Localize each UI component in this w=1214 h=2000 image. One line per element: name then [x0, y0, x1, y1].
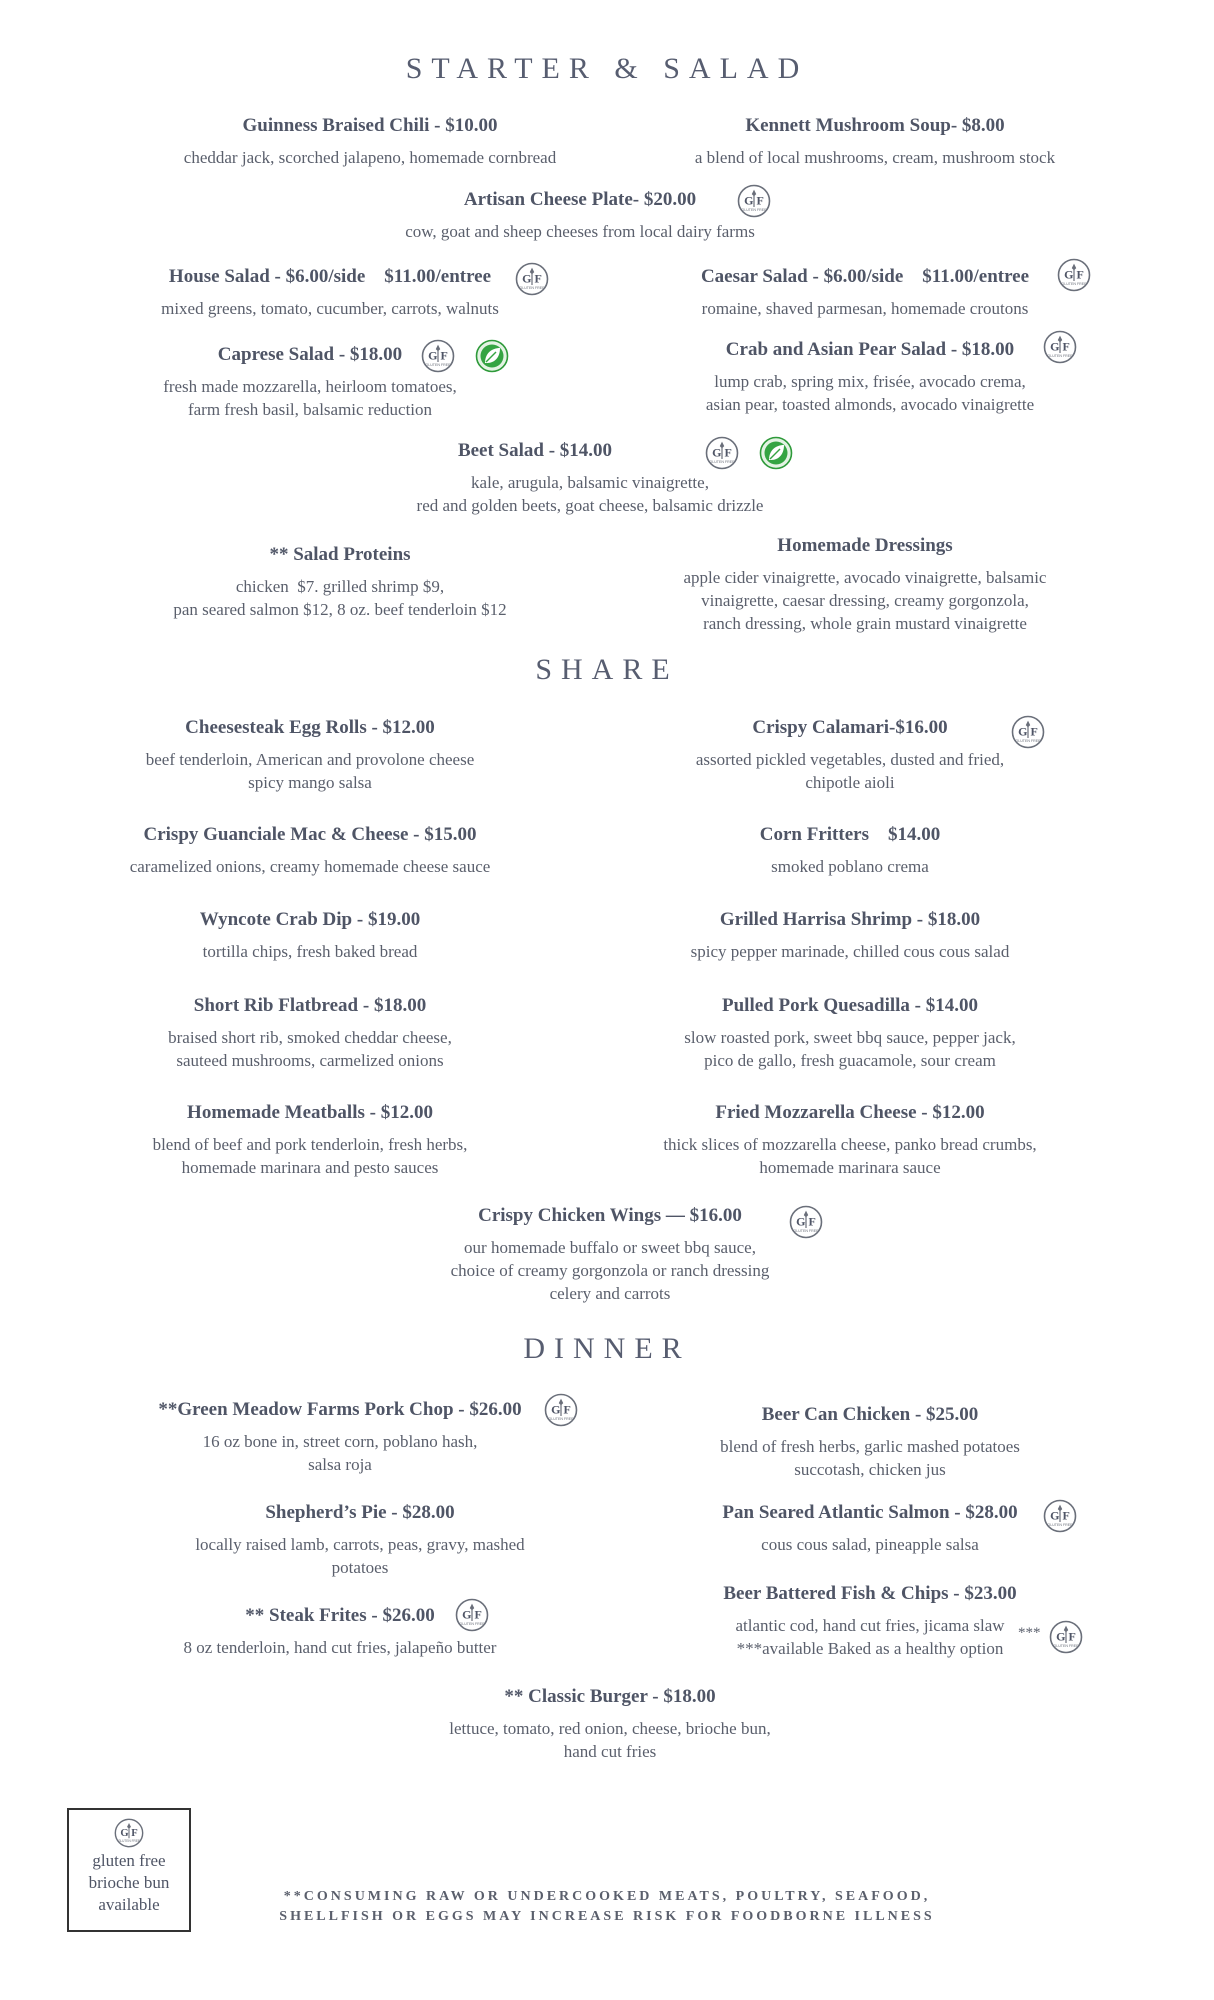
section-heading-dinner: DINNER	[523, 1332, 691, 1365]
gf-box-line: brioche bun	[88, 1873, 170, 1892]
item-name: Pulled Pork Quesadilla - $14.00	[722, 995, 978, 1016]
item-description: a blend of local mushrooms, cream, mushroom stock	[694, 148, 1056, 167]
item-description: lettuce, tomato, red onion, cheese, brioche bun, hand cut fries	[449, 1719, 771, 1761]
item-name: ** Classic Burger - $18.00	[504, 1686, 716, 1707]
section-heading-starter: STARTER & SALAD	[405, 52, 809, 85]
menu-item-wyncote-crab-dip	[100, 907, 520, 963]
menu-item-homemade-meatballs	[100, 1100, 520, 1179]
item-name: Crispy Guanciale Mac & Cheese - $15.00	[143, 824, 477, 845]
menu-item-guanciale-mac-cheese	[100, 822, 520, 878]
menu-item-fried-mozzarella	[630, 1100, 1070, 1179]
menu-item-corn-fritters	[640, 822, 1060, 878]
gluten-free-icon	[544, 1393, 578, 1427]
gluten-free-icon	[455, 1598, 489, 1632]
menu-item-harrisa-shrimp	[640, 907, 1060, 963]
gluten-free-icon	[515, 262, 549, 296]
menu-item-crispy-chicken-wings	[400, 1203, 820, 1305]
fish-note-asterisks: ***	[1018, 1625, 1041, 1641]
item-description: slow roasted pork, sweet bbq sauce, pepper jack, pico de gallo, fresh guacamole, sour cream	[684, 1028, 1016, 1070]
item-description: cow, goat and sheep cheeses from local dairy farms	[405, 222, 755, 241]
menu-item-fish-and-chips	[670, 1581, 1070, 1660]
item-description: fresh made mozzarella, heirloom tomatoes, farm fresh basil, balsamic reduction	[163, 377, 457, 419]
item-name: Crab and Asian Pear Salad - $18.00	[725, 339, 1015, 360]
menu-item-mushroom-soup	[630, 113, 1120, 169]
item-description: lump crab, spring mix, frisée, avocado crema, asian pear, toasted almonds, avocado vinaigrette	[705, 372, 1035, 414]
item-name: Grilled Harrisa Shrimp - $18.00	[719, 909, 981, 930]
item-description: beef tenderloin, American and provolone cheese spicy mango salsa	[145, 750, 475, 792]
menu-item-cheesesteak-egg-rolls	[100, 715, 520, 794]
item-name: Guinness Braised Chili - $10.00	[242, 115, 498, 136]
item-name: Crispy Chicken Wings — $16.00	[478, 1205, 742, 1226]
menu-item-crab-asian-pear-salad	[680, 337, 1060, 416]
item-description: tortilla chips, fresh baked bread	[202, 942, 418, 961]
gluten-free-icon	[1057, 258, 1091, 292]
gluten-free-icon	[737, 184, 771, 218]
gluten-free-icon	[789, 1205, 823, 1239]
item-description: spicy pepper marinade, chilled cous cous salad	[690, 942, 1010, 961]
item-name: Caesar Salad - $6.00/side $11.00/entree	[700, 266, 1030, 287]
item-description: cous cous salad, pineapple salsa	[761, 1535, 979, 1554]
gf-box-line: gluten free	[92, 1851, 166, 1870]
menu-item-shepherds-pie	[150, 1500, 570, 1579]
item-description: caramelized onions, creamy homemade cheese sauce	[129, 857, 491, 876]
item-name: Wyncote Crab Dip - $19.00	[199, 909, 421, 930]
gluten-free-icon	[1043, 1499, 1077, 1533]
gluten-free-icon	[1011, 715, 1045, 749]
gf-box-line: available	[98, 1895, 160, 1914]
item-name: Caprese Salad - $18.00	[217, 344, 403, 365]
vegetarian-leaf-icon	[475, 339, 509, 373]
menu-item-pork-chop	[130, 1397, 550, 1476]
gluten-free-icon	[114, 1818, 144, 1848]
gluten-free-icon	[421, 339, 455, 373]
item-name: Fried Mozzarella Cheese - $12.00	[715, 1102, 985, 1123]
item-description: blend of fresh herbs, garlic mashed potatoes succotash, chicken jus	[720, 1437, 1020, 1479]
menu-item-classic-burger	[400, 1684, 820, 1763]
item-description: romaine, shaved parmesan, homemade croutons	[701, 299, 1029, 318]
menu-item-guinness-chili	[150, 113, 590, 169]
item-description: 8 oz tenderloin, hand cut fries, jalapeño butter	[183, 1638, 497, 1657]
section-heading-share: SHARE	[535, 653, 679, 686]
item-name: House Salad - $6.00/side $11.00/entree	[168, 266, 492, 287]
item-description: thick slices of mozzarella cheese, panko bread crumbs, homemade marinara sauce	[663, 1135, 1037, 1177]
gluten-free-icon	[705, 436, 739, 470]
item-description: apple cider vinaigrette, avocado vinaigrette, balsamic vinaigrette, caesar dressing, creamy gorgonzola, ranch dressing, whole grain mustard vinaigrette	[683, 568, 1047, 633]
foodborne-illness-disclaimer	[0, 1887, 1214, 1927]
item-name: **Green Meadow Farms Pork Chop - $26.00	[158, 1399, 522, 1420]
menu-item-crispy-calamari	[640, 715, 1060, 794]
item-name: Shepherd’s Pie - $28.00	[265, 1502, 455, 1523]
item-description: 16 oz bone in, street corn, poblano hash, salsa roja	[202, 1432, 478, 1474]
item-name: Short Rib Flatbread - $18.00	[193, 995, 427, 1016]
menu-item-artisan-cheese	[360, 187, 800, 243]
item-name: Pan Seared Atlantic Salmon - $28.00	[722, 1502, 1018, 1523]
menu-item-pulled-pork-quesadilla	[640, 993, 1060, 1072]
item-name: Kennett Mushroom Soup- $8.00	[745, 115, 1005, 136]
menu-item-salad-proteins	[130, 542, 550, 621]
item-description: atlantic cod, hand cut fries, jicama slaw ***available Baked as a healthy option	[735, 1616, 1005, 1658]
gluten-free-icon	[1043, 330, 1077, 364]
item-name: Homemade Meatballs - $12.00	[187, 1102, 433, 1123]
item-description: assorted pickled vegetables, dusted and fried, chipotle aioli	[695, 750, 1005, 792]
item-name: Artisan Cheese Plate- $20.00	[463, 189, 697, 210]
item-description: braised short rib, smoked cheddar cheese, sauteed mushrooms, carmelized onions	[168, 1028, 452, 1070]
gluten-free-icon	[1049, 1620, 1083, 1654]
item-name: Beet Salad - $14.00	[457, 440, 613, 461]
item-name: ** Salad Proteins	[269, 544, 411, 565]
menu-item-house-salad	[120, 264, 540, 320]
item-description: our homemade buffalo or sweet bbq sauce, choice of creamy gorgonzola or ranch dressing celery and carrots	[450, 1238, 770, 1303]
menu-item-beet-salad	[370, 438, 810, 517]
menu-item-short-rib-flatbread	[100, 993, 520, 1072]
item-name: Cheesesteak Egg Rolls - $12.00	[185, 717, 435, 738]
menu-item-caesar-salad	[665, 264, 1065, 320]
item-description: mixed greens, tomato, cucumber, carrots, walnuts	[161, 299, 499, 318]
item-description: locally raised lamb, carrots, peas, gravy, mashed potatoes	[195, 1535, 525, 1577]
menu-item-beer-can-chicken	[660, 1402, 1080, 1481]
item-description: chicken $7. grilled shrimp $9, pan seared salmon $12, 8 oz. beef tenderloin $12	[173, 577, 507, 619]
item-name: ** Steak Frites - $26.00	[245, 1605, 435, 1626]
item-description: blend of beef and pork tenderloin, fresh herbs, homemade marinara and pesto sauces	[152, 1135, 468, 1177]
item-name: Homemade Dressings	[777, 535, 953, 556]
menu-item-homemade-dressings	[640, 533, 1090, 635]
disclaimer-line: **CONSUMING RAW OR UNDERCOOKED MEATS, POULTRY, SEAFOOD,	[283, 1889, 931, 1904]
item-description: smoked poblano crema	[771, 857, 929, 876]
item-name: Corn Fritters $14.00	[759, 824, 941, 845]
item-name: Beer Can Chicken - $25.00	[761, 1404, 979, 1425]
item-description: kale, arugula, balsamic vinaigrette, red and golden beets, goat cheese, balsamic drizzle	[416, 473, 764, 515]
vegetarian-leaf-icon	[759, 436, 793, 470]
disclaimer-line: SHELLFISH OR EGGS MAY INCREASE RISK FOR FOODBORNE ILLNESS	[279, 1909, 935, 1924]
item-name: Crispy Calamari-$16.00	[752, 717, 948, 738]
menu-item-atlantic-salmon	[660, 1500, 1080, 1556]
item-description: cheddar jack, scorched jalapeno, homemade cornbread	[183, 148, 557, 167]
item-name: Beer Battered Fish & Chips - $23.00	[723, 1583, 1017, 1604]
